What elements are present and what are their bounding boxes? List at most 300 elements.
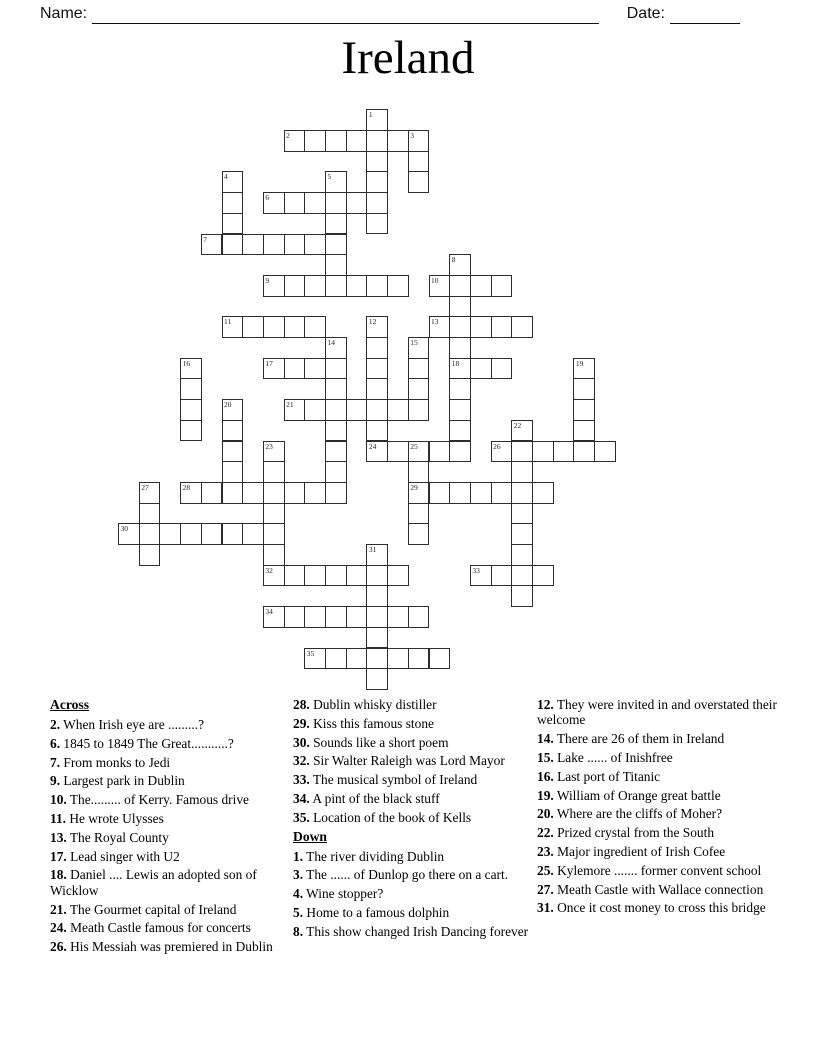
cell-number: 13 — [431, 317, 439, 327]
clue-number: 30. — [293, 734, 310, 750]
clue-text: Prized crystal from the South — [553, 825, 715, 841]
clue-text: Largest park in Dublin — [60, 773, 185, 789]
grid-cell[interactable] — [180, 482, 202, 504]
grid-cell[interactable] — [284, 606, 306, 628]
clue-item — [50, 902, 293, 917]
grid-cell[interactable] — [263, 358, 285, 380]
clue-text: The Royal County — [66, 829, 169, 845]
grid-cell[interactable] — [201, 523, 223, 545]
grid-cell[interactable] — [222, 171, 244, 193]
grid-cell[interactable] — [366, 668, 388, 690]
grid-cell[interactable] — [491, 316, 513, 338]
clue-text: This show changed Irish Dancing forever — [303, 923, 529, 939]
grid-cell[interactable] — [263, 503, 285, 525]
clue-text: The ...... of Dunlop go there on a cart. — [303, 867, 509, 883]
cell-number: 34 — [265, 607, 273, 617]
clue-column — [537, 697, 794, 958]
grid-cell[interactable] — [159, 523, 181, 545]
clue-item — [293, 810, 537, 825]
grid-cell[interactable] — [491, 358, 513, 380]
grid-cell[interactable] — [366, 585, 388, 607]
grid-cell[interactable] — [387, 648, 409, 670]
grid-cell[interactable] — [304, 130, 326, 152]
clue-text: Meath Castle famous for concerts — [66, 920, 251, 936]
grid-cell[interactable] — [366, 192, 388, 214]
cell-number: 19 — [575, 358, 584, 368]
clue-column — [293, 697, 537, 958]
grid-cell[interactable] — [366, 358, 388, 380]
grid-cell[interactable] — [449, 275, 471, 297]
grid-cell[interactable] — [139, 523, 161, 545]
clue-text: They were invited in and overstated their welcome — [537, 697, 777, 728]
grid-cell[interactable] — [284, 399, 306, 421]
clue-item — [537, 697, 794, 728]
grid-cell[interactable] — [263, 316, 285, 338]
clue-text: Kiss this famous stone — [309, 715, 434, 731]
grid-cell[interactable] — [139, 482, 161, 504]
grid-cell[interactable] — [573, 358, 595, 380]
grid-cell[interactable] — [491, 482, 513, 504]
clue-text: Where are the cliffs of Moher? — [553, 806, 723, 822]
grid-cell[interactable] — [222, 316, 244, 338]
clue-text: Meath Castle with Wallace connection — [553, 881, 764, 897]
clue-item — [50, 939, 293, 954]
clue-text: Home to a famous dolphin — [303, 904, 450, 920]
clue-number: 31. — [537, 900, 554, 916]
cell-number: 28 — [182, 482, 191, 492]
clue-text: There are 26 of them in Ireland — [553, 731, 725, 747]
grid-cell[interactable] — [325, 213, 347, 235]
grid-cell[interactable] — [366, 109, 388, 131]
grid-cell[interactable] — [408, 378, 430, 400]
grid-cell[interactable] — [304, 192, 326, 214]
grid-cell[interactable] — [408, 648, 430, 670]
grid-cell[interactable] — [573, 399, 595, 421]
grid-cell[interactable] — [449, 254, 471, 276]
grid-cell[interactable] — [429, 648, 451, 670]
cell-number: 26 — [493, 441, 501, 451]
grid-cell[interactable] — [325, 461, 347, 483]
grid-cell[interactable] — [408, 523, 430, 545]
grid-cell[interactable] — [553, 441, 575, 463]
grid-cell[interactable] — [263, 461, 285, 483]
grid-cell[interactable] — [180, 523, 202, 545]
grid-cell[interactable] — [511, 585, 533, 607]
grid-cell[interactable] — [511, 523, 533, 545]
grid-cell[interactable] — [263, 482, 285, 504]
grid-cell[interactable] — [429, 316, 451, 338]
clue-text: He wrote Ulysses — [66, 810, 164, 826]
clue-item — [537, 769, 794, 784]
grid-cell[interactable] — [139, 503, 161, 525]
cell-number: 9 — [265, 275, 270, 285]
cell-number: 15 — [410, 338, 418, 347]
clue-text: The Gourmet capital of Ireland — [66, 901, 237, 917]
grid-cell[interactable] — [222, 461, 244, 483]
grid-cell[interactable] — [366, 130, 388, 152]
grid-cell[interactable] — [491, 441, 513, 463]
clue-number: 20. — [537, 806, 554, 822]
date-label: Date: — [626, 5, 665, 22]
cell-number: 29 — [410, 482, 418, 492]
grid-cell[interactable] — [387, 565, 409, 587]
grid-cell[interactable] — [491, 565, 513, 587]
clue-text: Sir Walter Raleigh was Lord Mayor — [309, 753, 505, 769]
clue-item — [293, 905, 537, 920]
grid-cell[interactable] — [222, 399, 244, 421]
grid-cell[interactable] — [325, 358, 347, 380]
clue-item — [537, 882, 794, 897]
clue-item — [50, 717, 293, 732]
grid-cell[interactable] — [366, 606, 388, 628]
clue-text: The musical symbol of Ireland — [309, 772, 478, 788]
grid-cell[interactable] — [470, 275, 492, 297]
grid-cell[interactable] — [222, 482, 244, 504]
cell-number: 18 — [451, 358, 460, 368]
grid-cell[interactable] — [325, 441, 347, 463]
cell-number: 22 — [513, 420, 522, 430]
clue-item — [537, 731, 794, 746]
cell-number: 21 — [286, 400, 294, 410]
grid-cell[interactable] — [387, 399, 409, 421]
clue-number: 10. — [50, 792, 67, 808]
cell-number: 24 — [368, 441, 377, 451]
grid-cell[interactable] — [304, 399, 326, 421]
clue-text: Location of the book of Kells — [309, 809, 472, 825]
grid-cell[interactable] — [325, 254, 347, 276]
clue-text: A pint of the black stuff — [309, 790, 440, 806]
clue-item — [537, 788, 794, 803]
clue-text: Dublin whisky distiller — [309, 697, 437, 712]
grid-cell[interactable] — [325, 606, 347, 628]
cell-number: 10 — [431, 275, 439, 285]
grid-cell[interactable] — [449, 296, 471, 318]
grid-cell[interactable] — [594, 441, 616, 463]
grid-cell[interactable] — [408, 441, 430, 463]
grid-cell[interactable] — [408, 461, 430, 483]
clue-text: The......... of Kerry. Famous drive — [66, 792, 249, 808]
clue-text: Lake ...... of Inishfree — [553, 750, 673, 765]
grid-cell[interactable] — [408, 337, 430, 359]
grid-cell[interactable] — [263, 544, 285, 566]
grid-cell[interactable] — [325, 171, 347, 193]
clue-number: 33. — [293, 772, 310, 788]
grid-cell[interactable] — [180, 399, 202, 421]
grid-cell[interactable] — [532, 565, 554, 587]
clue-item — [50, 773, 293, 788]
grid-cell[interactable] — [180, 358, 202, 380]
grid-cell[interactable] — [346, 275, 368, 297]
clue-number: 23. — [537, 843, 554, 859]
grid-cell[interactable] — [284, 565, 306, 587]
grid-cell[interactable] — [346, 648, 368, 670]
grid-cell[interactable] — [511, 316, 533, 338]
cell-number: 1 — [368, 110, 373, 120]
clue-item — [537, 750, 794, 765]
cell-number: 32 — [265, 565, 273, 575]
grid-cell[interactable] — [242, 523, 264, 545]
grid-cell[interactable] — [263, 192, 285, 214]
cell-number: 5 — [327, 172, 332, 182]
clue-item — [537, 863, 794, 878]
grid-cell[interactable] — [284, 316, 306, 338]
clue-item — [50, 811, 293, 826]
clue-number: 14. — [537, 731, 554, 747]
cell-number: 16 — [182, 358, 191, 368]
clue-item — [293, 735, 537, 750]
clue-number: 32. — [293, 753, 310, 769]
clue-item — [293, 716, 537, 731]
grid-cell[interactable] — [573, 441, 595, 463]
clue-item — [50, 830, 293, 845]
grid-cell[interactable] — [449, 316, 471, 338]
grid-cell[interactable] — [511, 441, 533, 463]
grid-cell[interactable] — [325, 192, 347, 214]
grid-cell[interactable] — [284, 482, 306, 504]
clue-section-header: Across — [50, 697, 90, 712]
clue-number: 9. — [50, 773, 61, 789]
grid-cell[interactable] — [118, 523, 140, 545]
grid-cell[interactable] — [387, 275, 409, 297]
grid-cell[interactable] — [366, 544, 388, 566]
grid-cell[interactable] — [366, 151, 388, 173]
grid-cell[interactable] — [429, 275, 451, 297]
grid-cell[interactable] — [325, 482, 347, 504]
clue-item — [50, 792, 293, 807]
clue-number: 1. — [293, 848, 304, 864]
grid-cell[interactable] — [532, 482, 554, 504]
grid-cell[interactable] — [408, 606, 430, 628]
clue-item — [537, 844, 794, 859]
grid-cell[interactable] — [366, 213, 388, 235]
grid-cell[interactable] — [408, 171, 430, 193]
grid-cell[interactable] — [387, 130, 409, 152]
grid-cell[interactable] — [573, 420, 595, 442]
cell-number: 33 — [472, 565, 480, 575]
clue-item — [537, 806, 794, 821]
grid-cell[interactable] — [449, 399, 471, 421]
grid-cell[interactable] — [449, 482, 471, 504]
grid-cell[interactable] — [304, 606, 326, 628]
clue-number: 24. — [50, 920, 67, 936]
grid-cell[interactable] — [180, 378, 202, 400]
grid-cell[interactable] — [429, 482, 451, 504]
grid-cell[interactable] — [242, 234, 264, 256]
grid-cell[interactable] — [408, 482, 430, 504]
grid-cell[interactable] — [284, 275, 306, 297]
grid-cell[interactable] — [346, 130, 368, 152]
cell-number: 8 — [451, 255, 456, 265]
clue-text: Sounds like a short poem — [309, 734, 449, 750]
grid-cell[interactable] — [429, 441, 451, 463]
clue-item — [293, 697, 537, 712]
grid-cell[interactable] — [180, 420, 202, 442]
grid-cell[interactable] — [511, 461, 533, 483]
grid-cell[interactable] — [284, 192, 306, 214]
grid-cell[interactable] — [532, 441, 554, 463]
clue-number: 35. — [293, 809, 310, 825]
grid-cell[interactable] — [284, 234, 306, 256]
clue-lists — [50, 697, 794, 958]
grid-cell[interactable] — [511, 482, 533, 504]
clue-number: 2. — [50, 717, 61, 732]
grid-cell[interactable] — [470, 316, 492, 338]
grid-cell[interactable] — [263, 565, 285, 587]
clue-item — [50, 736, 293, 751]
clue-number: 16. — [537, 768, 554, 784]
grid-cell[interactable] — [222, 234, 244, 256]
grid-cell[interactable] — [449, 337, 471, 359]
grid-cell[interactable] — [242, 482, 264, 504]
grid-cell[interactable] — [304, 234, 326, 256]
grid-cell[interactable] — [511, 565, 533, 587]
clue-item — [293, 791, 537, 806]
grid-cell[interactable] — [325, 130, 347, 152]
grid-cell[interactable] — [491, 275, 513, 297]
grid-cell[interactable] — [346, 192, 368, 214]
clue-text: William of Orange great battle — [553, 787, 721, 803]
clue-item — [50, 755, 293, 770]
clue-number: 29. — [293, 715, 310, 731]
grid-cell[interactable] — [325, 648, 347, 670]
clue-text: When Irish eye are .........? — [60, 717, 205, 732]
grid-cell[interactable] — [408, 358, 430, 380]
grid-cell[interactable] — [222, 420, 244, 442]
grid-cell[interactable] — [387, 441, 409, 463]
grid-cell[interactable] — [449, 441, 471, 463]
cell-number: 6 — [265, 193, 270, 203]
grid-cell[interactable] — [366, 441, 388, 463]
grid-cell[interactable] — [304, 316, 326, 338]
grid-cell[interactable] — [573, 378, 595, 400]
grid-cell[interactable] — [304, 648, 326, 670]
grid-cell[interactable] — [304, 358, 326, 380]
clue-item — [50, 849, 293, 864]
clue-text: Kylemore ....... former convent school — [553, 862, 762, 878]
name-label: Name: — [40, 5, 88, 22]
clue-text: Once it cost money to cross this bridge — [553, 900, 766, 916]
grid-cell[interactable] — [366, 648, 388, 670]
grid-cell[interactable] — [222, 523, 244, 545]
grid-cell[interactable] — [408, 503, 430, 525]
grid-cell[interactable] — [366, 171, 388, 193]
grid-cell[interactable] — [325, 420, 347, 442]
cell-number: 25 — [410, 441, 418, 451]
grid-cell[interactable] — [346, 399, 368, 421]
grid-cell[interactable] — [284, 358, 306, 380]
grid-cell[interactable] — [346, 565, 368, 587]
grid-cell[interactable] — [201, 482, 223, 504]
grid-cell[interactable] — [325, 399, 347, 421]
grid-cell[interactable] — [284, 130, 306, 152]
grid-cell[interactable] — [511, 544, 533, 566]
cell-number: 17 — [265, 358, 273, 368]
grid-cell[interactable] — [449, 378, 471, 400]
grid-cell[interactable] — [325, 565, 347, 587]
cell-number: 31 — [368, 545, 377, 554]
grid-cell[interactable] — [304, 565, 326, 587]
clue-number: 17. — [50, 848, 67, 864]
grid-cell[interactable] — [366, 316, 388, 338]
clue-number: 34. — [293, 790, 310, 806]
clue-number: 12. — [537, 697, 554, 712]
grid-cell[interactable] — [263, 234, 285, 256]
grid-cell[interactable] — [366, 565, 388, 587]
grid-cell[interactable] — [366, 337, 388, 359]
grid-cell[interactable] — [325, 275, 347, 297]
grid-cell[interactable] — [201, 234, 223, 256]
clue-number: 22. — [537, 825, 554, 841]
clue-text: Lead singer with U2 — [66, 848, 180, 864]
cell-number: 3 — [410, 131, 415, 140]
grid-cell[interactable] — [304, 275, 326, 297]
grid-cell[interactable] — [222, 192, 244, 214]
grid-cell[interactable] — [511, 503, 533, 525]
clue-number: 8. — [293, 923, 304, 939]
grid-cell[interactable] — [408, 130, 430, 152]
clue-number: 6. — [50, 735, 61, 751]
grid-cell[interactable] — [263, 606, 285, 628]
grid-cell[interactable] — [408, 399, 430, 421]
cell-number: 2 — [286, 131, 290, 140]
grid-cell[interactable] — [470, 358, 492, 380]
grid-cell[interactable] — [242, 316, 264, 338]
clue-item — [537, 900, 794, 915]
clue-item — [293, 849, 537, 864]
grid-cell[interactable] — [366, 378, 388, 400]
clue-item — [293, 772, 537, 787]
clue-text: Major ingredient of Irish Cofee — [553, 843, 726, 859]
grid-cell[interactable] — [222, 213, 244, 235]
grid-cell[interactable] — [366, 420, 388, 442]
clue-item — [537, 825, 794, 840]
grid-cell[interactable] — [263, 441, 285, 463]
grid-cell[interactable] — [139, 544, 161, 566]
grid-cell[interactable] — [449, 358, 471, 380]
grid-cell[interactable] — [222, 441, 244, 463]
page-title: Ireland — [341, 32, 475, 84]
clue-number: 13. — [50, 829, 67, 845]
grid-cell[interactable] — [366, 627, 388, 649]
grid-cell[interactable] — [263, 523, 285, 545]
grid-cell[interactable] — [470, 482, 492, 504]
clue-column — [50, 697, 293, 958]
grid-cell[interactable] — [325, 337, 347, 359]
cell-number: 27 — [141, 482, 149, 492]
clue-number: 18. — [50, 867, 67, 883]
grid-cell[interactable] — [304, 482, 326, 504]
grid-cell[interactable] — [263, 275, 285, 297]
grid-cell[interactable] — [346, 606, 368, 628]
grid-cell[interactable] — [387, 606, 409, 628]
clue-number: 28. — [293, 697, 310, 712]
clue-number: 27. — [537, 881, 554, 897]
clue-text: Last port of Titanic — [553, 768, 661, 784]
grid-cell[interactable] — [470, 565, 492, 587]
grid-cell[interactable] — [366, 275, 388, 297]
clue-number: 11. — [50, 810, 66, 826]
clue-text: The river dividing Dublin — [303, 848, 445, 864]
grid-cell[interactable] — [325, 378, 347, 400]
grid-cell[interactable] — [511, 420, 533, 442]
cell-number: 4 — [224, 172, 228, 182]
grid-cell[interactable] — [449, 420, 471, 442]
cell-number: 14 — [327, 338, 335, 347]
grid-cell[interactable] — [366, 399, 388, 421]
grid-cell[interactable] — [408, 151, 430, 173]
grid-cell[interactable] — [325, 234, 347, 256]
clue-text: Daniel .... Lewis an adopted son of Wicklow — [50, 867, 257, 898]
